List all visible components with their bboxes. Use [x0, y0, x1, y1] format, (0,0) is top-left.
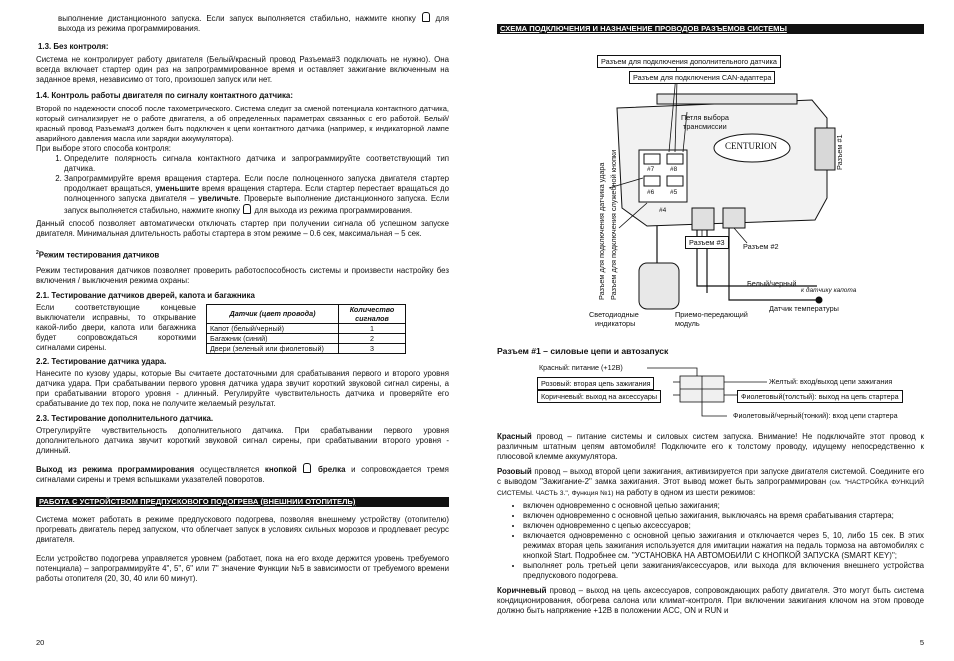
unit-top-ridge: [657, 94, 797, 104]
right-page: [477, 0, 954, 661]
wire-red-label: Красный: питание (+12В): [539, 363, 623, 372]
list-item: 1. Определите полярность сигнала контактного датчика и запрограммируйте соответствующий тип датчика.: [64, 154, 449, 174]
label-shock: Разъем для подключения датчика удара: [597, 162, 606, 300]
label-conn-3: Разъем #3: [685, 236, 729, 249]
table-row: Багажник (синий) 2: [207, 333, 406, 343]
heater-section-bar: РАБОТА С УСТРОЙСТВОМ ПРЕДПУСКОВОГО ПОДОГРЕВА (ВНЕШНИИ ОТОПИТЕЛЬ): [36, 497, 449, 507]
list-item: • выполняет роль третьей цепи зажигания/аксессуаров, или выхода для включения внешнего устройства предпускового подогрева.: [523, 561, 924, 581]
list-item: • включается одновременно с основной цепью зажигания и отключается через 5, 10, либо 15 сек. В этих режимах вторая цепь зажигания используется для имитации нажатия на педаль тормоза на автомобилях с кнопкой Start. Подробнее см. "УСТАНОВКА НА АВТОМОБИЛИ С КНОПКОЙ ЗАПУСКА (SMART KEY)";: [523, 531, 924, 561]
wire-violet-thick-label: Фиолетовый(толстый): выход на цепь стартера: [737, 390, 903, 403]
jack-6: #6: [647, 189, 655, 196]
connector-6: [644, 176, 660, 186]
connector-7: [644, 154, 660, 164]
section-2-3-title: 2.3. Тестирование дополнительного датчика.: [36, 413, 214, 423]
jack-4: #4: [659, 207, 667, 214]
label-loop-1: Петля выбора: [681, 113, 729, 122]
pink-modes-list: [497, 501, 924, 581]
red-wire-paragraph: Красный провод – питание системы и силовых систем запуска. Внимание! Не подключайте этот провод к различным штатным цепям автомобиля! Подключите его к толстому проводу, идущему непосредственно к плюсовой клемме аккумулятора.: [497, 432, 924, 461]
label-loop-2: трансмиссии: [683, 122, 727, 131]
section-1-3-title: 1.3. Без контроля:: [38, 42, 109, 51]
lead-red: [647, 368, 697, 376]
wire-violet-thin-label: Фиолетовый/черный(тонкий): вход цепи стартера: [733, 411, 898, 420]
section-2-3-text: Отрегулируйте чувствительность дополнительного датчика. При срабатывании первого уровня дополнительного датчика звучит короткий звуковой сигнал сирены, при срабатывании второго уровня - длинный.: [36, 425, 449, 455]
section-2-2-text: Нанесите по кузову удары, которые Вы считаете достаточными для срабатывания первого и второго уровня датчика удара. При срабатывании первого уровня датчика удара звучит короткий звуковой сигнал сирены, а при срабатывании второго уровня - длинный. Регулируйте чувствительность датчика и проверяйте его срабатывание до тех пор, пока не получите желаемый результат.: [36, 368, 449, 408]
label-conn-1: Разъем #1: [835, 134, 844, 170]
label-conn-2: Разъем #2: [743, 242, 779, 251]
temp-sensor-tip: [816, 297, 822, 303]
connector-5: [667, 176, 683, 186]
label-hood: к датчику капота: [801, 287, 857, 294]
connector-2: [723, 208, 745, 228]
label-temp: Датчик температуры: [769, 304, 839, 313]
label-led-2: индикаторы: [595, 319, 636, 328]
wire-pink-label: Розовый: вторая цепь зажигания: [537, 377, 654, 390]
lock-icon: [303, 463, 311, 473]
brown-wire-paragraph: Коричневый провод – выход на цепь аксессуаров, сопровождающих работу двигателя. Это могут быть система кондиционирования, обогрева салона или климат-контроля. При включении зажигания ключом на этом проводе должно быть напряжение +12В в положении ACC, ON и RUN и: [497, 586, 924, 615]
label-service: Разъем для подключения служебной кнопки: [609, 149, 618, 300]
wire-brown-label: Коричневый: выход на аксессуары: [537, 390, 661, 403]
connector-3: [692, 208, 714, 230]
section-1-4-title: 1.4. Контроль работы двигателя по сигналу контактного датчика:: [36, 91, 293, 100]
section-1-4-list: [36, 154, 449, 216]
section-2-title: $^2$Режим тестирования датчиков: [36, 250, 160, 260]
lock-icon: [243, 204, 251, 214]
wiring-section-bar: СХЕМА ПОДКЛЮЧЕНИЯ И НАЗНАЧЕНИЕ ПРОВОДОВ РАЗЪЕМОВ СИСТЕМЫ: [497, 24, 924, 34]
label-can: Разъем для подключения CAN-адаптера: [629, 71, 775, 84]
heater-paragraph-2: Если устройство подогрева управляется уровнем (работает, пока на его входе держится уровень требуемого потенциала) – запрограммируйте 4", 5", 6" или 7" значение Функции №5 в зависимости от требуемого времени работы отопителя (20, 30, 40 или 60 минут).: [36, 553, 449, 583]
section-1-3-text: Система не контролирует работу двигателя (Белый/красный провод Разъема#3 подключать не нужно). Она всегда включает стартер один раз на запрограммированное время и оставляет зажигание включенным на заданное время, независимо от того, произошел запуск или нет.: [36, 55, 449, 84]
connector-1-pinout: [497, 360, 924, 424]
jack-7: #7: [647, 166, 655, 173]
table-header: Датчик (цвет провода): [207, 304, 339, 323]
section-1-4-note: Данный способ позволяет автоматически отключать стартер при получении сигнала об успешном запуске двигателя. Минимальная длительность работы стартера в этом режиме – 0.6 сек, максимальная – 5 сек.: [36, 219, 449, 238]
section-2-text: Режим тестирования датчиков позволяет проверить работоспособность системы и произвести настройку без включения / выключения режима охраны:: [36, 265, 449, 285]
table-header: Количество сигналов: [339, 304, 406, 323]
section-1-4-choose: При выборе этого способа контроля:: [36, 144, 171, 153]
wires: [657, 226, 817, 300]
list-item: 2. Запрограммируйте время вращения стартера. Если после полноценного запуска двигателя стартер продолжает вращаться, уменьшите время вращения стартера. Если стартер перестает вращаться до полноценного запуска двигателя – увеличьте. Проверьте выполнение дистанционного запуска. Если запуск выполняется стабильно, нажмите кнопку для выхода из режима программирования.: [64, 174, 449, 216]
section-2-1-title: 2.1. Тестирование датчиков дверей, капота и багажника: [36, 290, 255, 300]
wiring-diagram: [497, 38, 917, 328]
jack-5: #5: [670, 189, 678, 196]
label-trx-1: Приемо-передающий: [675, 310, 748, 319]
leader-c2: [734, 228, 747, 243]
list-item: • включен одновременно с цепью аксессуаров;: [523, 521, 924, 531]
connector-8: [667, 154, 683, 164]
section-2-1-body: [36, 303, 449, 354]
wire-yellow-label: Желтый: вход/выход цепи зажигания: [769, 377, 893, 386]
lock-icon: [422, 12, 430, 22]
pink-wire-paragraph: Розовый провод – выход второй цепи зажигания, активизируется при запуске двигателя системой. Соедините его с выводом "Зажигание-2" замка зажигания. Этот вывод может быть запрограммирован (см. "НАСТРОЙКА ФУНКЦИЙ СИСТЕМЫ. ЧАСТЬ 3.", Функция №1) на работу в одном из шести режимов:: [497, 467, 924, 497]
section-1-4-text: Второй по надежности способ после тахометрического. Система следит за сменой потенциала контактного датчика, который сигнализирует не о работе двигателя, а об определенных параметрах связанных с его работой. Белый/красный провод Разъема#3 должен быть подключен к цепи контактного датчика (например, к индикаторной лампе аварийного давления масла или зарядки аккумулятора).: [36, 104, 449, 143]
heater-paragraph-1: Система может работать в режиме предпускового подогрева, позволяя внешнему устройству (отопителю) прогревать двигатель перед запуском, что облегчает запуск в условиях сильных морозов и продлевает ресурс двигателя.: [36, 514, 449, 544]
section-2-2-title: 2.2. Тестирование датчика удара.: [36, 356, 167, 366]
transceiver-body: [639, 263, 679, 309]
exit-programming-text: Выход из режима программирования осуществляется кнопкой брелка и сопровождается тремя сигналами сирены и тремя вспышками указателей поворотов.: [36, 464, 449, 484]
jack-8: #8: [670, 166, 678, 173]
table-row: Двери (зеленый или фиолетовый) 3: [207, 343, 406, 353]
page-number: 5: [919, 638, 924, 647]
list-item: • включен одновременно с основной цепью зажигания, выключаясь на время срабатывания стартера;: [523, 511, 924, 521]
sensor-table: [206, 304, 406, 354]
lead-violet-thin: [702, 402, 727, 416]
label-extra-sensor: Разъем для подключения дополнительного датчика: [597, 55, 781, 68]
page-number: 20: [36, 638, 45, 647]
list-item: • включен одновременно с основной цепью зажигания;: [523, 501, 924, 511]
section-2-1-text: Если соответствующие концевые выключатели исправны, то открывание какой-либо двери, капота или багажника будет сопровождаться короткими сигналами сирены.: [36, 302, 196, 352]
connector-1-title: Разъем #1 – силовые цепи и автозапуск: [497, 346, 669, 356]
connector-1: [815, 128, 835, 170]
brand-label: CENTURION: [725, 141, 777, 151]
intro-paragraph: выполнение дистанционного запуска. Если запуск выполняется стабильно, нажмите кнопку для выхода из режима программирования.: [58, 14, 449, 33]
label-led-1: Светодиодные: [589, 310, 639, 319]
table-row: Капот (белый/черный) 1: [207, 323, 406, 333]
label-trx-2: модуль: [675, 319, 700, 328]
label-white-black: Белый/черный: [747, 279, 797, 288]
